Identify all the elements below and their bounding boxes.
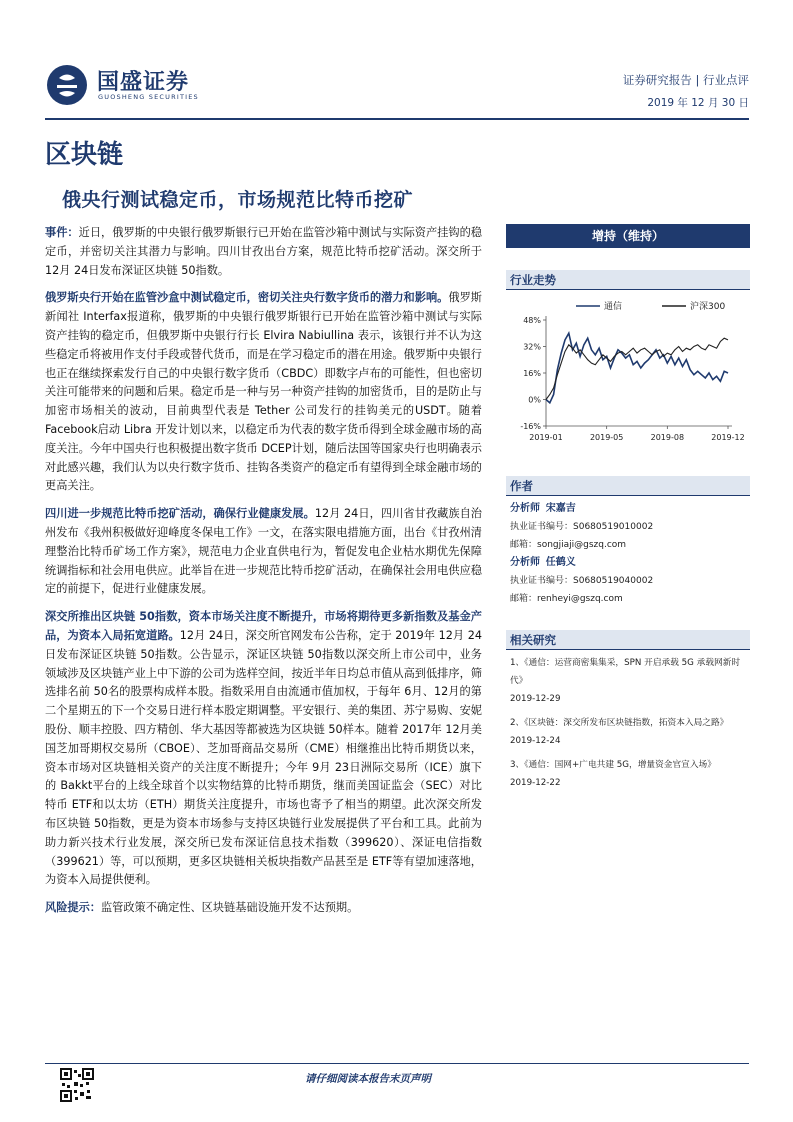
report-body: [45, 224, 482, 927]
author-email: [506, 536, 750, 554]
industry-trend-chart: [506, 294, 750, 454]
paragraph-text: 12月 24日，四川省甘孜藏族自治州发布《我州积极做好迎峰度冬保电工作》一文，在落实限电措施方面，出台《甘孜州清理整治比特币矿场工作方案》，规范电力企业直供电行为，暂促发电企业枯水期优先保障统调指标和社会用电供应。此举旨在进一步规范比特币挖矿活动，在确保社会用电供应稳定的前提下，促进行业健康发展。: [45, 507, 482, 596]
legend-label-0: 通信: [604, 302, 623, 312]
series-line-0: [546, 333, 728, 403]
report-type: 证券研究报告 | 行业点评: [622, 73, 749, 87]
author-name: 宋嘉吉: [545, 503, 576, 514]
company-logo: [45, 63, 245, 107]
author-cert: [506, 572, 750, 590]
guosheng-logo-icon: [45, 63, 89, 107]
email-label: 邮箱：: [510, 594, 538, 604]
author-role: 分析师: [510, 503, 540, 514]
x-tick-label: 2019-12: [711, 433, 745, 442]
paragraph-lead: 俄罗斯央行开始在监管沙盒中测试稳定币，密切关注央行数字货币的潜力和影响。: [45, 291, 449, 305]
cert-label: 执业证书编号：: [510, 576, 574, 586]
paragraph-text: 监管政策不确定性、区块链基础设施开发不达预期。: [100, 901, 359, 915]
paragraph-russia: [45, 289, 482, 496]
author-row: [506, 500, 750, 518]
footer-disclaimer: 请仔细阅读本报告末页声明: [305, 1073, 431, 1085]
company-name: 国盛证券: [97, 70, 190, 95]
paragraph-text: 近日，俄罗斯的中央银行俄罗斯银行已开始在监管沙箱中测试与实际资产挂钩的稳定币，并密切关注其潜力与影响。四川甘孜出台方案，规范比特币挖矿活动。深交所于 12月 24日发布深证区块链 50指数。: [45, 226, 482, 277]
y-tick-label: 32%: [523, 342, 541, 352]
paragraph-szse: [45, 608, 482, 890]
y-tick-label: -16%: [520, 422, 541, 431]
y-tick-label: 48%: [523, 316, 541, 325]
paragraph-lead: 深交所推出区块链 50指数，资本市场关注度不断提升，市场将期待更多新指数及基金产品，为资本入局拓宽道路。: [45, 610, 482, 642]
author-cert: [506, 518, 750, 536]
rating-badge: 增持（维持）: [506, 224, 750, 248]
y-tick-label: 16%: [523, 369, 541, 378]
paragraph-lead: 风险提示：: [45, 901, 101, 915]
research-date: 2019-12-22: [510, 778, 561, 788]
cert-number: S0680519040002: [573, 576, 654, 586]
section-title: 区块链: [45, 140, 124, 170]
research-item[interactable]: 1、《通信：运营商密集集采，SPN 开启承载 5G 承载网新时代》: [510, 658, 741, 686]
report-title: 俄央行测试稳定币，市场规范比特币挖矿: [62, 189, 414, 211]
paragraph-sichuan: [45, 505, 482, 599]
author-row: [506, 554, 750, 572]
paragraph-lead: 四川进一步规范比特币挖矿活动，确保行业健康发展。: [45, 507, 315, 521]
company-name-en: GUOSHENG SECURITIES: [98, 93, 199, 101]
research-list: [506, 654, 750, 792]
legend-label-1: 沪深300: [690, 302, 726, 312]
trend-heading: 行业走势: [506, 270, 750, 290]
footer-divider: [45, 1063, 749, 1064]
cert-label: 执业证书编号：: [510, 522, 574, 532]
research-date: 2019-12-29: [510, 694, 561, 704]
y-tick-label: 0%: [528, 395, 541, 405]
paragraph-lead: 事件：: [45, 226, 79, 239]
author-email: [506, 590, 750, 608]
email-link[interactable]: renheyi@gszq.com: [537, 594, 623, 604]
sidebar: [506, 224, 750, 798]
author-block: [506, 500, 750, 554]
cert-number: S0680519010002: [573, 522, 654, 532]
author-name: 任鹤义: [545, 557, 576, 568]
paragraph-event: [45, 224, 482, 280]
authors-heading: 作者: [506, 476, 750, 496]
research-heading: 相关研究: [506, 630, 750, 650]
email-label: 邮箱：: [510, 540, 538, 550]
author-block: [506, 554, 750, 608]
research-item[interactable]: 3、《通信：国网+广电共建 5G，增量资金官宣入场》: [510, 760, 716, 770]
x-tick-label: 2019-08: [650, 433, 685, 442]
x-tick-label: 2019-05: [589, 433, 624, 442]
paragraph-text: 12月 24日，深交所官网发布公告称，定于 2019年 12月 24日发布深证区块链 50指数。公告显示，深证区块链 50指数以深交所上市公司中，业务领域涉及区块链产业上中下游的公司为选样空间，按近半年日均总市值从高到低排序，筛选排名前 50名的股票构成样本股。指数采用自由流通市值加权，于每年 6月、12月的第二个星期五的下一个交易日进行样本股定期调整。平安银行、美的集团、苏宁易购、安妮股份、顺丰控股、四方精创、华大基因等都被选为区块链 50样本。随着 2017年 12月美国芝加哥期权交易所（CBOE）、芝加哥商品交易所（CME）相继推出比特币期货以来，资本市场对区块链相关资产的关注度不断提升；今年 9月 23日洲际交易所（ICE）旗下的 Bakkt平台的上线全球首个以实物结算的比特币期货，继而美国证监会（SEC）对比特币 ETF和以太坊（ETH）期货关注度提升，市场也寄予了相当的期望。此次深交所发布区块链 50指数，更是为资本市场参与支持区块链行业发展提供了平台和工具。此前为助力新兴技术行业发展，深交所已发布深证信息技术指数（399620）、深证电信指数（399621）等，可以预期，更多区块链相关板块指数产品甚至是 ETF等有望加速落地，为资本入局提供便利。: [45, 628, 482, 887]
author-role: 分析师: [510, 557, 540, 568]
header-divider: [45, 118, 749, 120]
email-link[interactable]: songjiaji@gszq.com: [537, 540, 627, 550]
research-item[interactable]: 2、《区块链：深交所发布区块链指数，拓资本入局之路》: [510, 718, 729, 728]
research-date: 2019-12-24: [510, 736, 561, 746]
x-tick-label: 2019-01: [529, 433, 563, 442]
paragraph-risk: [45, 899, 482, 918]
report-date: 2019 年 12 月 30 日: [647, 97, 749, 109]
paragraph-text: 俄罗斯新闻社 Interfax报道称，俄罗斯的中央银行俄罗斯银行已开始在监管沙箱中测试与实际资产挂钩的稳定币，但俄罗斯中央银行行长 Elvira Nabiullina 表示，该银行并不认为这些稳定币将被用作支付手段或替代货币，而是在学习稳定币的潜在用途。俄罗斯中央银行也正在继续探索发行自己的中央银行数字货币（CBDC）即数字卢布的可能性，但也密切关注可能带来的问题和后果。稳定币是一种与另一种资产挂钩的加密货币，目的是防止与加密市场相关的波动，目前典型代表是 Tether 公司发行的挂钩美元的USDT。随着 Facebook启动 Libra 开发计划以来，以稳定币为代表的数字货币得到全球金融市场的高度关注。今年中国央行也积极提出数字货币 DCEP计划，随后法国等国家央行也明确表示对此感兴趣，我们认为以央行数字货币、挂钩各类资产的稳定币有望得到全球金融市场的更高关注。: [45, 291, 482, 493]
qr-code-icon: [60, 1068, 94, 1102]
